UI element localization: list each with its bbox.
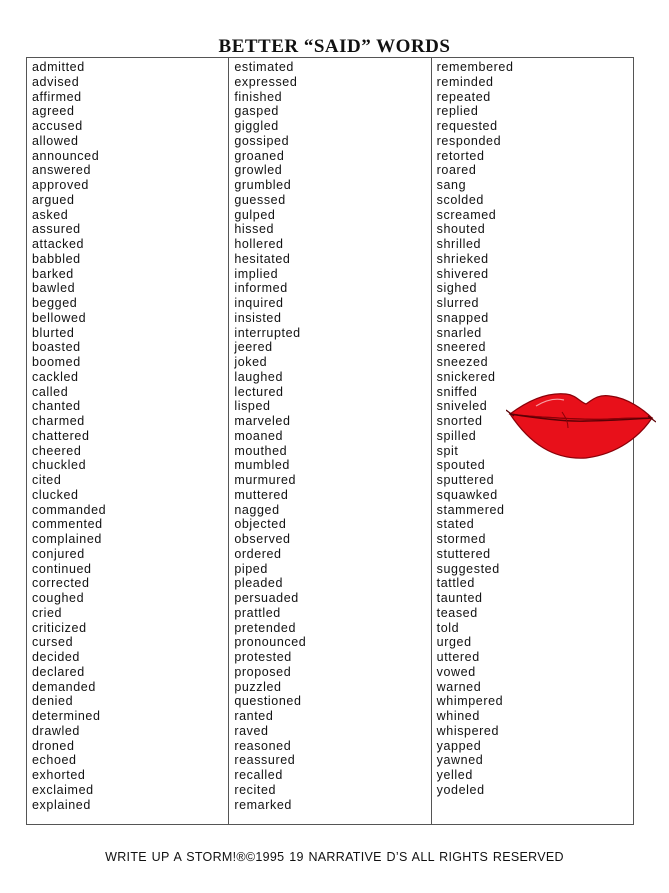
said-word: scolded bbox=[436, 192, 484, 207]
said-word: criticized bbox=[32, 620, 87, 635]
said-word: expressed bbox=[234, 74, 298, 89]
said-word: ordered bbox=[234, 546, 282, 561]
said-word: sputtered bbox=[436, 473, 495, 487]
said-word: lisped bbox=[234, 399, 271, 414]
said-word: spilled bbox=[436, 428, 477, 443]
said-word: implied bbox=[234, 266, 279, 281]
said-word: denied bbox=[32, 694, 74, 709]
said-word: declared bbox=[32, 664, 85, 679]
said-word: murmured bbox=[234, 473, 297, 487]
said-word: sneezed bbox=[436, 355, 489, 369]
said-word: reminded bbox=[436, 74, 494, 89]
said-word: reassured bbox=[234, 753, 296, 768]
said-word: pretended bbox=[234, 620, 297, 635]
said-word: whined bbox=[436, 709, 480, 723]
said-word: asked bbox=[32, 207, 69, 222]
said-word: marveled bbox=[234, 414, 291, 428]
said-word: objected bbox=[234, 517, 287, 532]
said-word: cheered bbox=[32, 443, 82, 458]
said-word: lectured bbox=[234, 384, 284, 399]
said-word: suggested bbox=[436, 561, 500, 576]
said-word: charmed bbox=[32, 414, 85, 428]
said-word: requested bbox=[436, 119, 498, 133]
said-word: begged bbox=[32, 296, 78, 310]
said-word: guessed bbox=[234, 192, 286, 207]
said-word: yapped bbox=[436, 738, 482, 753]
said-word: proposed bbox=[234, 664, 292, 679]
said-word: nagged bbox=[234, 502, 280, 517]
said-word: taunted bbox=[436, 591, 483, 605]
said-word: cursed bbox=[32, 635, 74, 650]
said-word: barked bbox=[32, 266, 74, 281]
said-word: chattered bbox=[32, 428, 90, 443]
said-word: allowed bbox=[32, 133, 79, 148]
said-word: pronounced bbox=[234, 635, 307, 650]
said-word: hollered bbox=[234, 237, 284, 251]
said-word: remarked bbox=[234, 797, 292, 812]
said-word: boomed bbox=[32, 355, 81, 369]
said-word: remembered bbox=[436, 60, 514, 74]
said-word: retorted bbox=[436, 148, 485, 163]
said-word: explained bbox=[32, 797, 91, 812]
said-word: grumbled bbox=[234, 178, 292, 192]
said-word: snorted bbox=[436, 414, 483, 428]
said-word: determined bbox=[32, 709, 101, 723]
said-word: estimated bbox=[234, 60, 294, 74]
said-word: sang bbox=[436, 178, 467, 192]
said-word: laughed bbox=[234, 369, 284, 384]
said-word: told bbox=[436, 620, 460, 635]
said-word: mumbled bbox=[234, 458, 290, 473]
said-word: blurted bbox=[32, 325, 75, 340]
said-word: stuttered bbox=[436, 546, 491, 561]
said-word: coughed bbox=[32, 591, 85, 605]
said-word: yodeled bbox=[436, 782, 485, 797]
said-word: bellowed bbox=[32, 310, 87, 325]
said-word: informed bbox=[234, 281, 288, 296]
said-word: urged bbox=[436, 635, 472, 650]
said-word: yawned bbox=[436, 753, 484, 768]
said-word: snarled bbox=[436, 325, 482, 340]
said-word: shivered bbox=[436, 266, 489, 281]
said-word: insisted bbox=[234, 310, 282, 325]
word-column-1 bbox=[27, 58, 228, 824]
said-word: pleaded bbox=[234, 576, 284, 591]
said-word: boasted bbox=[32, 340, 81, 355]
said-word: cried bbox=[32, 605, 63, 620]
said-word: chanted bbox=[32, 399, 81, 414]
said-word: hissed bbox=[234, 222, 275, 237]
said-word: demanded bbox=[32, 679, 96, 694]
said-word: responded bbox=[436, 133, 502, 148]
said-word: vowed bbox=[436, 664, 476, 679]
said-word: whispered bbox=[436, 723, 500, 738]
said-word: replied bbox=[436, 104, 479, 119]
said-word: whimpered bbox=[436, 694, 504, 709]
said-word: growled bbox=[234, 163, 283, 178]
page-title: BETTER “SAID” WORDS bbox=[218, 36, 451, 57]
said-word: sighed bbox=[436, 281, 478, 296]
word-column-2 bbox=[228, 58, 430, 824]
said-word: screamed bbox=[436, 207, 497, 222]
said-word: approved bbox=[32, 178, 89, 192]
said-word: commanded bbox=[32, 502, 107, 517]
said-word: prattled bbox=[234, 605, 281, 620]
page-footer: WRITE UP A STORM!®©1995 19 NARRATIVE D’S ALL RIGHTS RESERVED bbox=[105, 850, 564, 864]
said-word: sneered bbox=[436, 340, 487, 355]
said-word: muttered bbox=[234, 487, 289, 502]
said-word: exhorted bbox=[32, 768, 86, 782]
said-word: spit bbox=[436, 443, 459, 458]
said-word: groaned bbox=[234, 148, 285, 163]
lips-icon bbox=[506, 388, 656, 468]
said-word: called bbox=[32, 384, 69, 399]
said-word: interrupted bbox=[234, 325, 301, 340]
said-word: giggled bbox=[234, 119, 279, 133]
said-word: recited bbox=[234, 782, 277, 797]
said-word: complained bbox=[32, 532, 102, 546]
said-word: clucked bbox=[32, 487, 79, 502]
said-word: slurred bbox=[436, 296, 480, 310]
said-word: mouthed bbox=[234, 443, 288, 458]
said-word: finished bbox=[234, 89, 283, 104]
said-word: teased bbox=[436, 605, 478, 620]
said-word: raved bbox=[234, 723, 269, 738]
said-word: warned bbox=[436, 679, 482, 694]
said-word: drawled bbox=[32, 723, 80, 738]
said-word: cited bbox=[32, 473, 62, 487]
said-word: piped bbox=[234, 561, 268, 576]
said-word: questioned bbox=[234, 694, 302, 709]
said-word: repeated bbox=[436, 89, 491, 104]
said-word: sniveled bbox=[436, 399, 488, 414]
said-word: decided bbox=[32, 650, 80, 664]
said-word: stormed bbox=[436, 532, 487, 546]
said-word: bawled bbox=[32, 281, 76, 296]
said-word: yelled bbox=[436, 768, 473, 782]
said-word: babbled bbox=[32, 251, 81, 266]
said-word: shrieked bbox=[436, 251, 489, 266]
said-word: advised bbox=[32, 74, 80, 89]
said-word: moaned bbox=[234, 428, 284, 443]
said-word: roared bbox=[436, 163, 477, 178]
said-word: tattled bbox=[436, 576, 475, 591]
said-word: uttered bbox=[436, 650, 480, 664]
said-word: protested bbox=[234, 650, 292, 664]
said-word: commented bbox=[32, 517, 103, 532]
said-word: reasoned bbox=[234, 738, 292, 753]
said-word: argued bbox=[32, 192, 75, 207]
said-word: hesitated bbox=[234, 251, 291, 266]
said-word: shrilled bbox=[436, 237, 482, 251]
said-word: recalled bbox=[234, 768, 283, 782]
said-word: snickered bbox=[436, 369, 496, 384]
said-word: admitted bbox=[32, 60, 85, 74]
said-word: joked bbox=[234, 355, 268, 369]
said-word: gossiped bbox=[234, 133, 290, 148]
said-word: persuaded bbox=[234, 591, 299, 605]
said-word: stated bbox=[436, 517, 475, 532]
said-word: chuckled bbox=[32, 458, 87, 473]
said-word: attacked bbox=[32, 237, 85, 251]
said-word: echoed bbox=[32, 753, 77, 768]
said-word: exclaimed bbox=[32, 782, 94, 797]
said-word: squawked bbox=[436, 487, 498, 502]
said-word: cackled bbox=[32, 369, 79, 384]
said-word: affirmed bbox=[32, 89, 82, 104]
said-word: conjured bbox=[32, 546, 85, 561]
said-word: gulped bbox=[234, 207, 276, 222]
said-word: gasped bbox=[234, 104, 279, 119]
said-word: shouted bbox=[436, 222, 486, 237]
said-word: assured bbox=[32, 222, 81, 237]
said-word: stammered bbox=[436, 502, 505, 517]
said-word: announced bbox=[32, 148, 100, 163]
said-word: observed bbox=[234, 532, 291, 546]
said-word: continued bbox=[32, 561, 92, 576]
said-word: sniffed bbox=[436, 384, 478, 399]
said-word: jeered bbox=[234, 340, 273, 355]
said-word: droned bbox=[32, 738, 75, 753]
said-word: corrected bbox=[32, 576, 90, 591]
said-word: puzzled bbox=[234, 679, 282, 694]
said-word: answered bbox=[32, 163, 91, 178]
said-word: agreed bbox=[32, 104, 75, 119]
said-word: accused bbox=[32, 119, 83, 133]
said-word: inquired bbox=[234, 296, 284, 310]
said-word: ranted bbox=[234, 709, 274, 723]
said-word: snapped bbox=[436, 310, 489, 325]
said-word: spouted bbox=[436, 458, 486, 473]
